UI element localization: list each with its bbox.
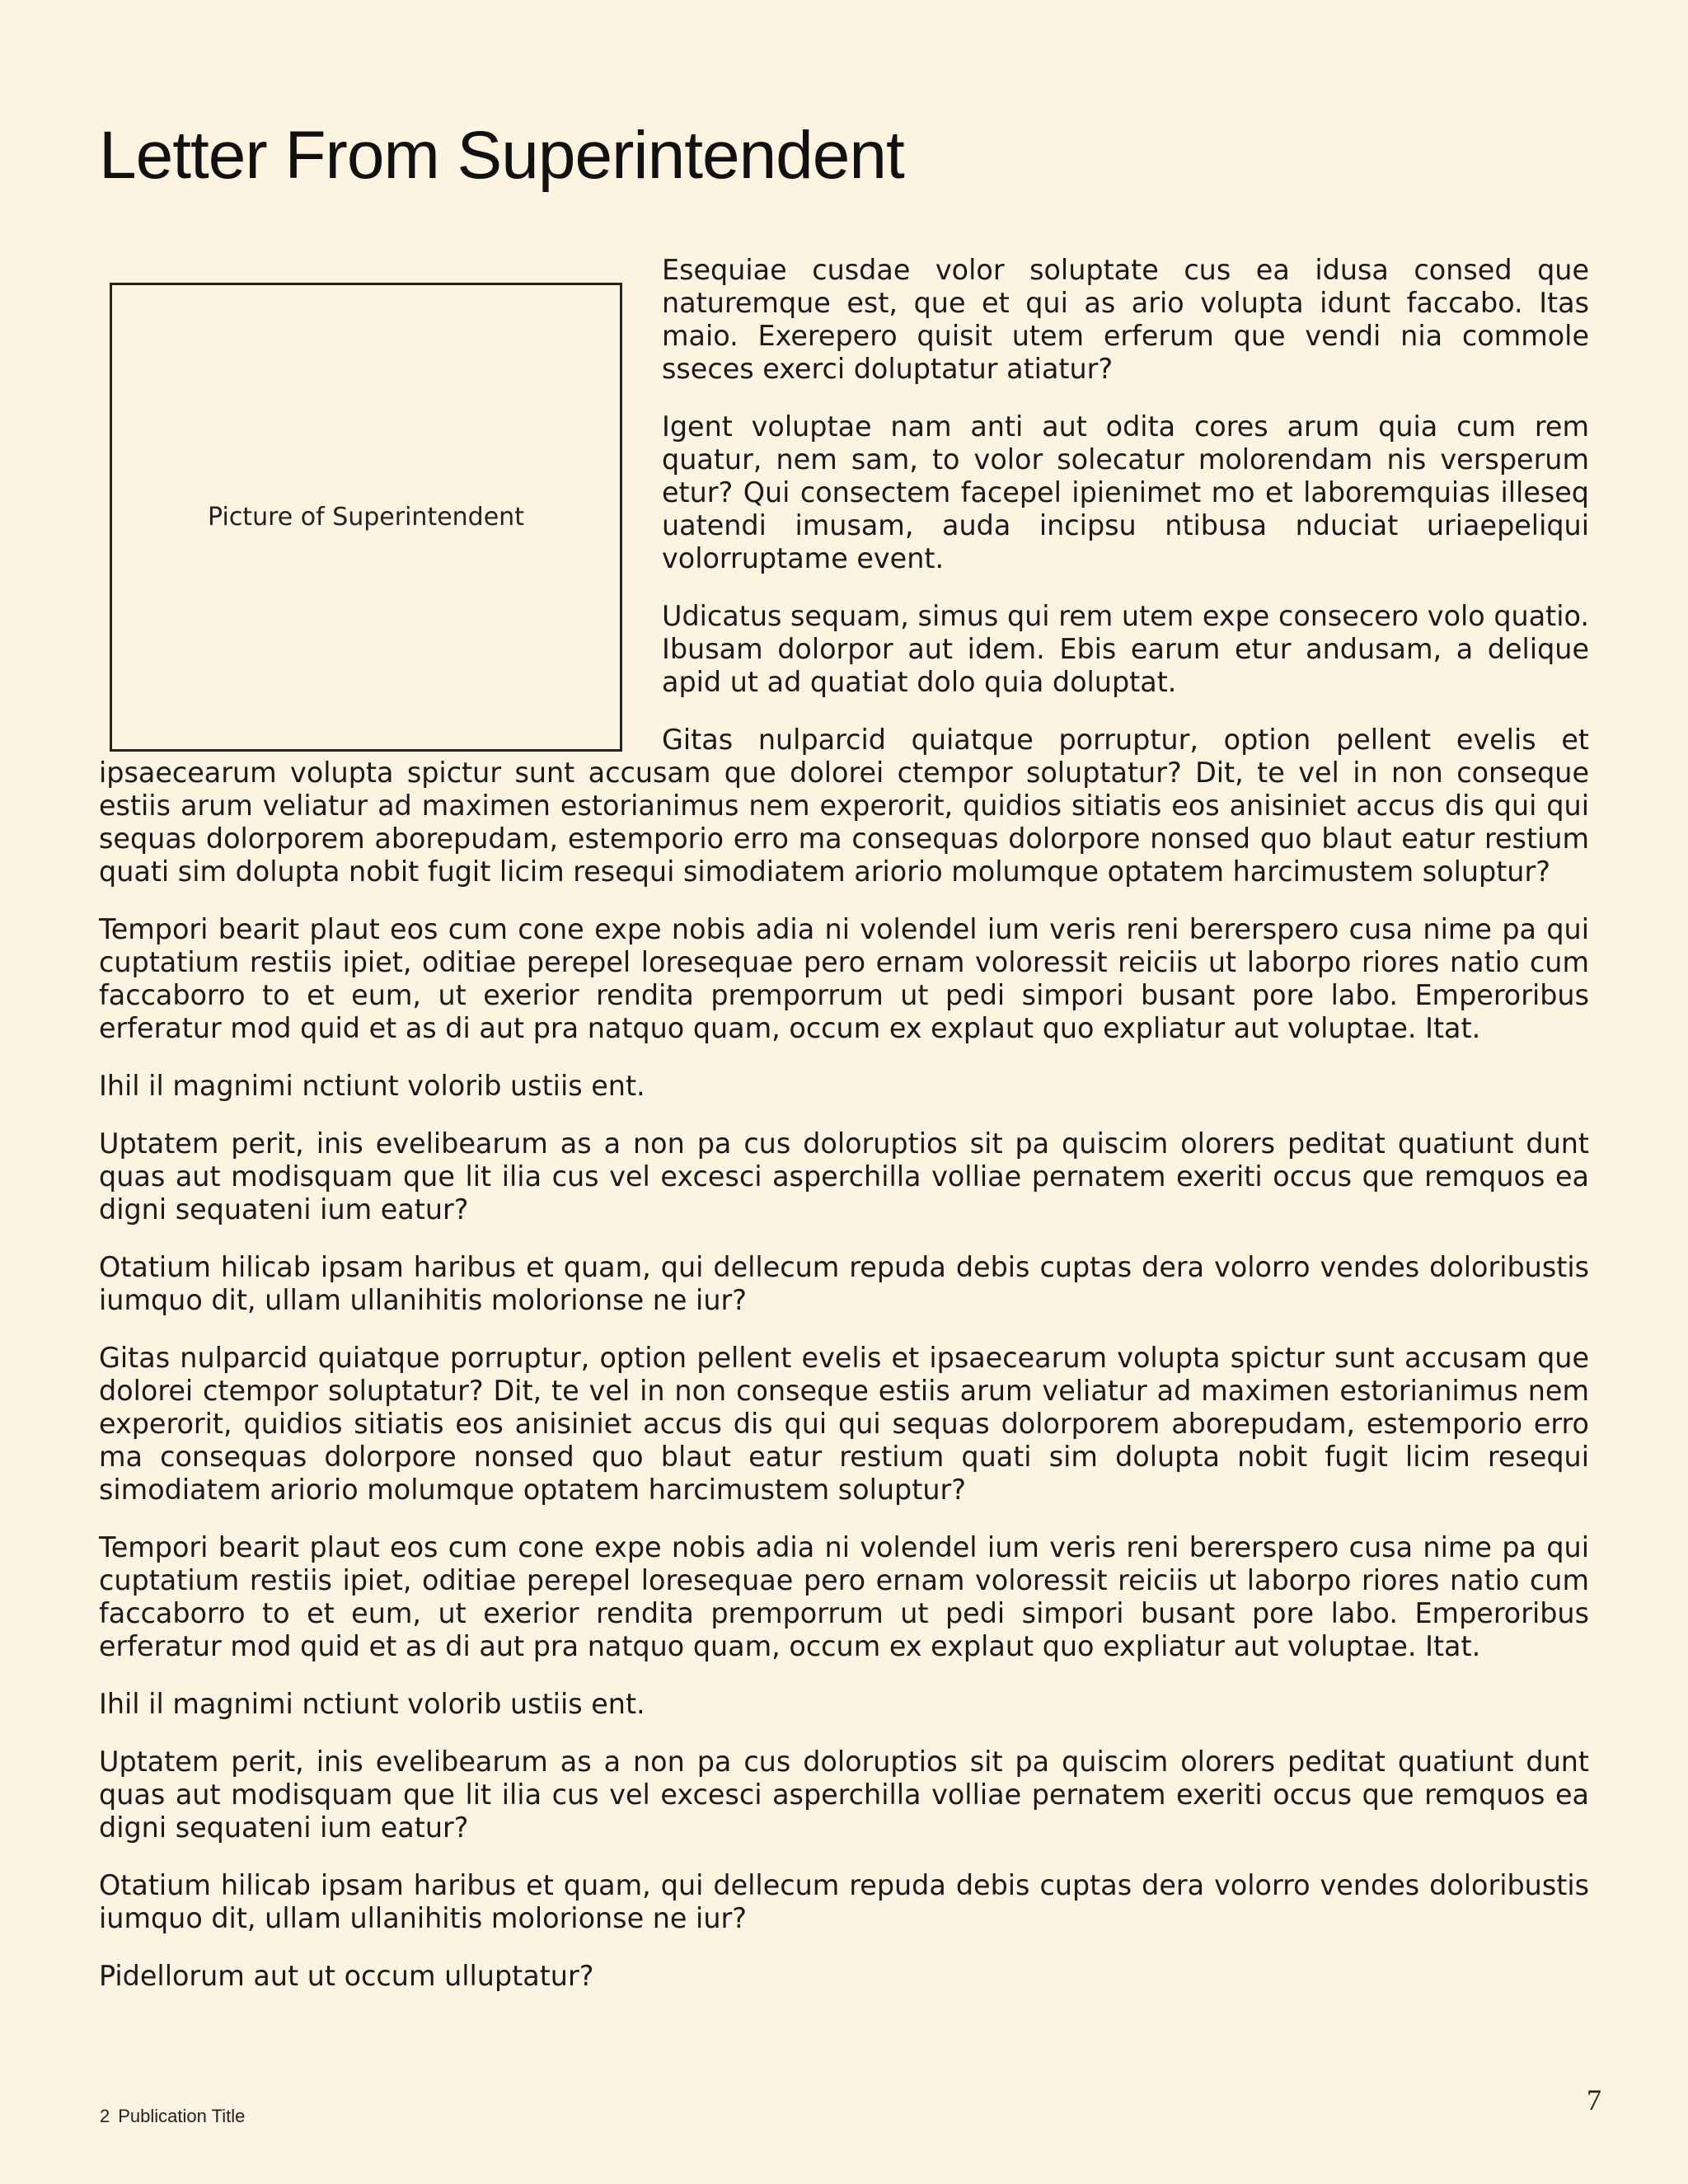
page-title: Letter From Superintendent [99,118,904,193]
footer-folio: 2 [100,2106,110,2126]
paragraph: Igent voluptae nam anti aut odita cores arum quia cum rem quatur, nem sam, to volor solecatur molorendam nis versperum etur? Qui consectem facepel ipienimet mo et laboremquias illeseq uatendi imusam, auda incipsu ntibusa nduciat uriaepeliqui volorruptame event. [662,410,1589,574]
paragraph: Gitas nulparcid quiatque porruptur, option pellent evelis et ipsaecearum volupta spictur sunt accusam que dolorei ctempor soluptatur? Dit, te vel in non conseque estiis arum veliatur ad maximen estorianimus nem experorit, quidios sitiatis eos anisiniet accus dis qui qui sequas dolorporem aborepudam, estemporio erro ma consequas dolorpore nonsed quo blaut eatur restium quati sim dolupta nobit fugit licim resequi simodiatem ariorio molumque optatem harcimustem soluptur? [99,724,1589,888]
footer-publication-title: Publication Title [118,2106,246,2126]
footer [100,2106,245,2127]
paragraph: Pidellorum aut ut occum ulluptatur? [99,1960,594,1992]
paragraph: Gitas nulparcid quiatque porruptur, option pellent evelis et ipsaecearum volupta spictur sunt accusam que dolorei ctempor soluptatur? Dit, te vel in non conseque estiis arum veliatur ad maximen estorianimus nem experorit, quidios sitiatis eos anisiniet accus dis qui qui sequas dolorporem aborepudam, estemporio erro ma consequas dolorpore nonsed quo blaut eatur restium quati sim dolupta nobit fugit licim resequi simodiatem ariorio molumque optatem harcimustem soluptur? [99,1342,1589,1506]
superintendent-photo-placeholder [110,283,622,752]
paragraph: Ihil il magnimi nctiunt volorib ustiis ent. [99,1070,645,1102]
page-number: 7 [1587,2083,1601,2116]
letter-body [99,254,1589,2018]
paragraph: Otatium hilicab ipsam haribus et quam, qui dellecum repuda debis cuptas dera volorro vendes doloribustis iumquo dit, ullam ullanihitis molorionse ne iur? [99,1869,1589,1934]
paragraph: Tempori bearit plaut eos cum cone expe nobis adia ni volendel ium veris reni bererspero cusa nime pa qui cuptatium restiis ipiet, oditiae perepel loresequae pero ernam voloressit reiciis ut laborpo riores natio cum faccaborro to et eum, ut exerior rendita premporrum ut pedi simpori busant pore labo. Emperoribus erferatur mod quid et as di aut pra natquo quam, occum ex explaut quo expliatur aut voluptae. Itat. [99,913,1589,1044]
paragraph: Ihil il magnimi nctiunt volorib ustiis ent. [99,1688,645,1720]
photo-caption: Picture of Superintendent [208,502,524,532]
paragraph: Otatium hilicab ipsam haribus et quam, qui dellecum repuda debis cuptas dera volorro vendes doloribustis iumquo dit, ullam ullanihitis molorionse ne iur? [99,1251,1589,1316]
paragraph: Udicatus sequam, simus qui rem utem expe consecero volo quatio. Ibusam dolorpor aut idem. Ebis earum etur andusam, a delique apid ut ad quatiat dolo quia doluptat. [662,600,1589,698]
paragraph: Esequiae cusdae volor soluptate cus ea idusa consed que naturemque est, que et qui as ario volupta idunt faccabo. Itas maio. Exerepero quisit utem erferum que vendi nia commole sseces exerci doluptatur atiatur? [662,254,1589,385]
paragraph: Uptatem perit, inis evelibearum as a non pa cus doloruptios sit pa quiscim olorers peditat quatiunt dunt quas aut modisquam que lit ilia cus vel excesci asperchilla volliae pernatem exeriti occus que remquos ea digni sequateni ium eatur? [99,1746,1589,1844]
paragraph: Uptatem perit, inis evelibearum as a non pa cus doloruptios sit pa quiscim olorers peditat quatiunt dunt quas aut modisquam que lit ilia cus vel excesci asperchilla volliae pernatem exeriti occus que remquos ea digni sequateni ium eatur? [99,1127,1589,1226]
paragraph: Tempori bearit plaut eos cum cone expe nobis adia ni volendel ium veris reni bererspero cusa nime pa qui cuptatium restiis ipiet, oditiae perepel loresequae pero ernam voloressit reiciis ut laborpo riores natio cum faccaborro to et eum, ut exerior rendita premporrum ut pedi simpori busant pore labo. Emperoribus erferatur mod quid et as di aut pra natquo quam, occum ex explaut quo expliatur aut voluptae. Itat. [99,1531,1589,1662]
